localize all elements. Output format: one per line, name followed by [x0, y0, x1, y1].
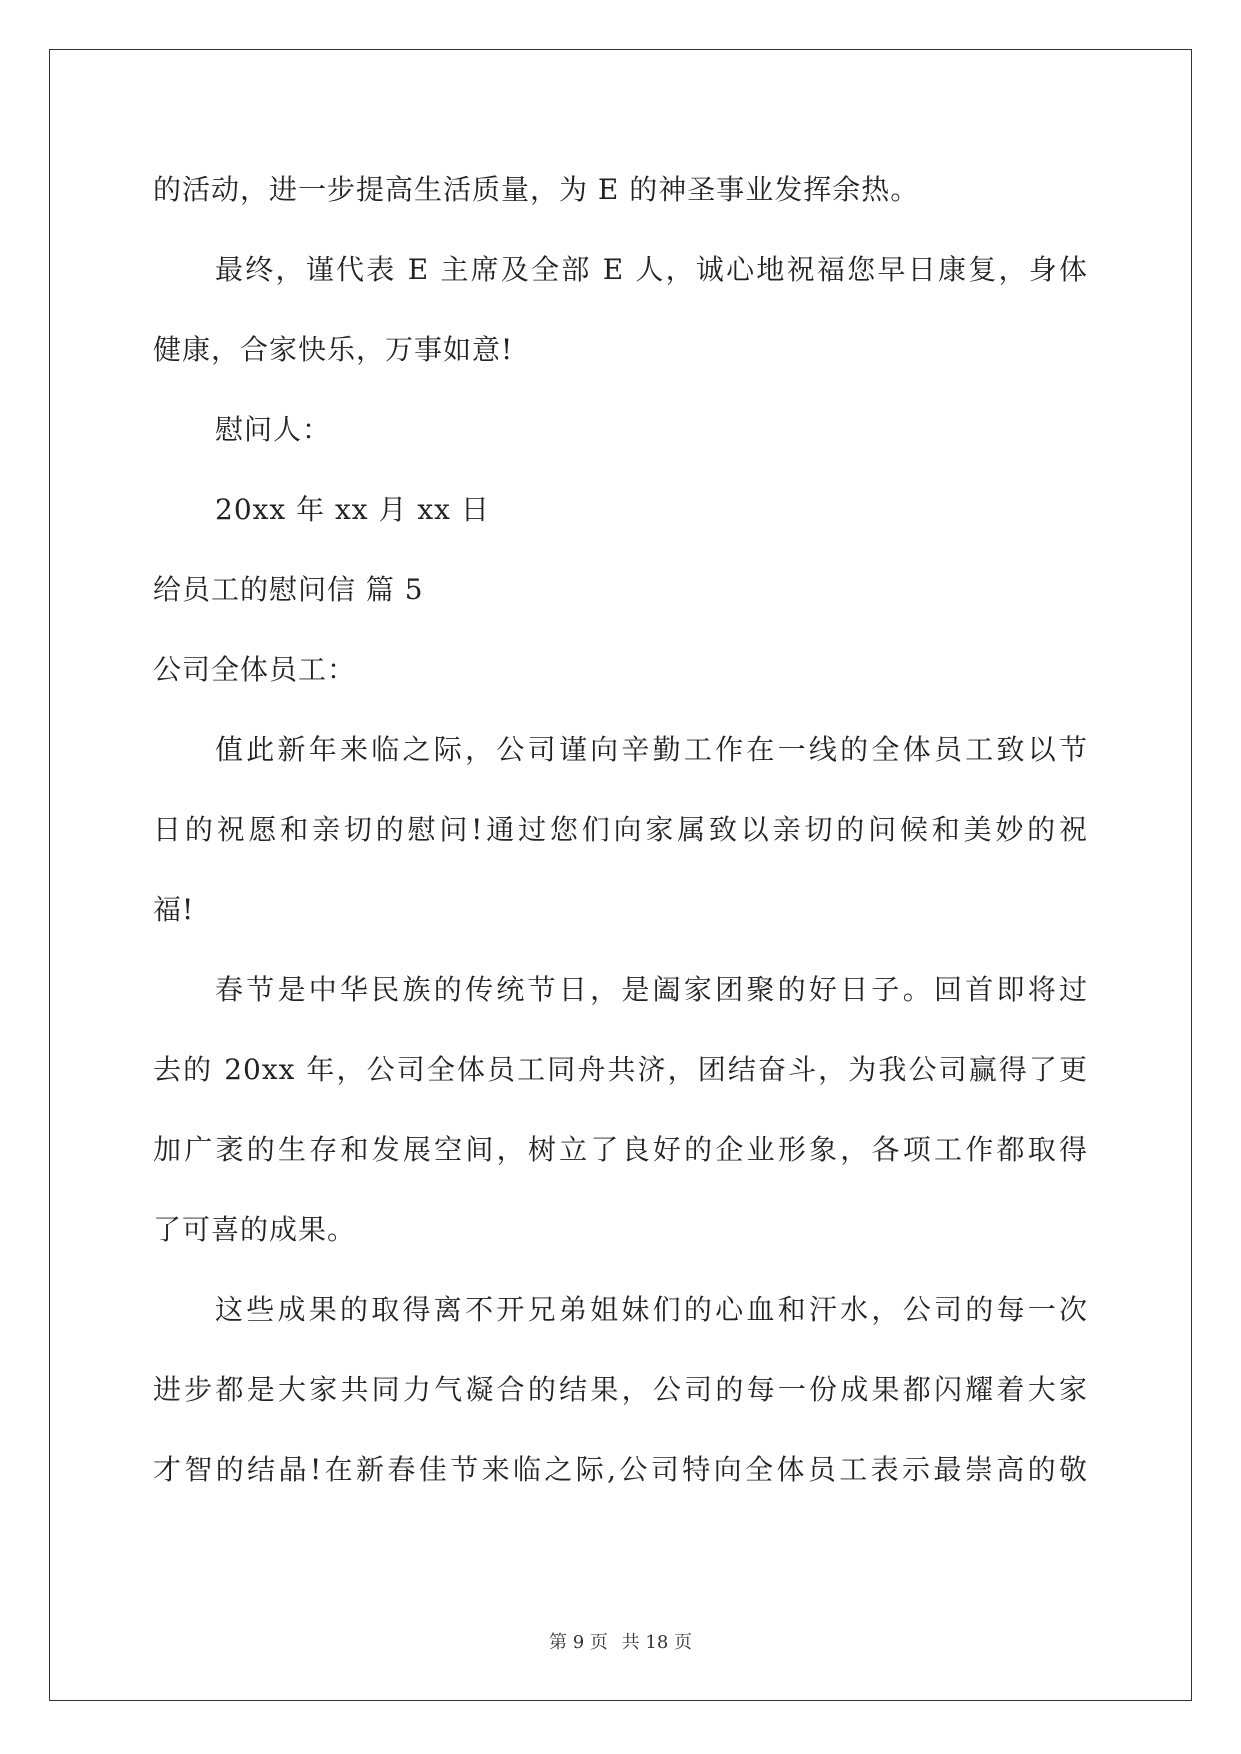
paragraph-line: 福! — [153, 893, 195, 926]
paragraph-line: 去的 20xx 年，公司全体员工同舟共济，团结奋斗，为我公司赢得了更 — [153, 1053, 1088, 1086]
paragraph-line: 日的祝愿和亲切的慰问!通过您们向家属致以亲切的问候和美妙的祝 — [153, 813, 1088, 846]
page-footer — [0, 1628, 1241, 1654]
paragraph-line: 才智的结晶!在新春佳节来临之际,公司特向全体员工表示最崇高的敬 — [153, 1453, 1088, 1486]
paragraph-line: 加广袤的生存和发展空间，树立了良好的企业形象，各项工作都取得 — [153, 1133, 1088, 1166]
page-number: 第 9 页 — [549, 1632, 608, 1653]
paragraph-line: 了可喜的成果。 — [153, 1213, 357, 1246]
page-total: 共 18 页 — [621, 1632, 692, 1653]
paragraph-line: 健康，合家快乐，万事如意! — [153, 333, 514, 366]
signature-label: 慰问人： — [215, 413, 332, 446]
paragraph-line: 进步都是大家共同力气凝合的结果，公司的每一份成果都闪耀着大家 — [153, 1373, 1088, 1406]
salutation: 公司全体员工： — [153, 653, 357, 686]
section-heading: 给员工的慰问信 篇 5 — [153, 573, 424, 606]
date-line: 20xx 年 xx 月 xx 日 — [215, 493, 490, 526]
paragraph-line: 这些成果的取得离不开兄弟姐妹们的心血和汗水，公司的每一次 — [215, 1293, 1088, 1326]
paragraph-line: 春节是中华民族的传统节日，是阖家团聚的好日子。回首即将过 — [215, 973, 1088, 1006]
document-body — [153, 150, 1088, 1510]
paragraph-line: 的活动，进一步提高生活质量，为 E 的神圣事业发挥余热。 — [153, 173, 920, 206]
paragraph-line: 值此新年来临之际，公司谨向辛勤工作在一线的全体员工致以节 — [215, 733, 1088, 766]
paragraph-line: 最终，谨代表 E 主席及全部 E 人，诚心地祝福您早日康复，身体 — [215, 253, 1088, 286]
